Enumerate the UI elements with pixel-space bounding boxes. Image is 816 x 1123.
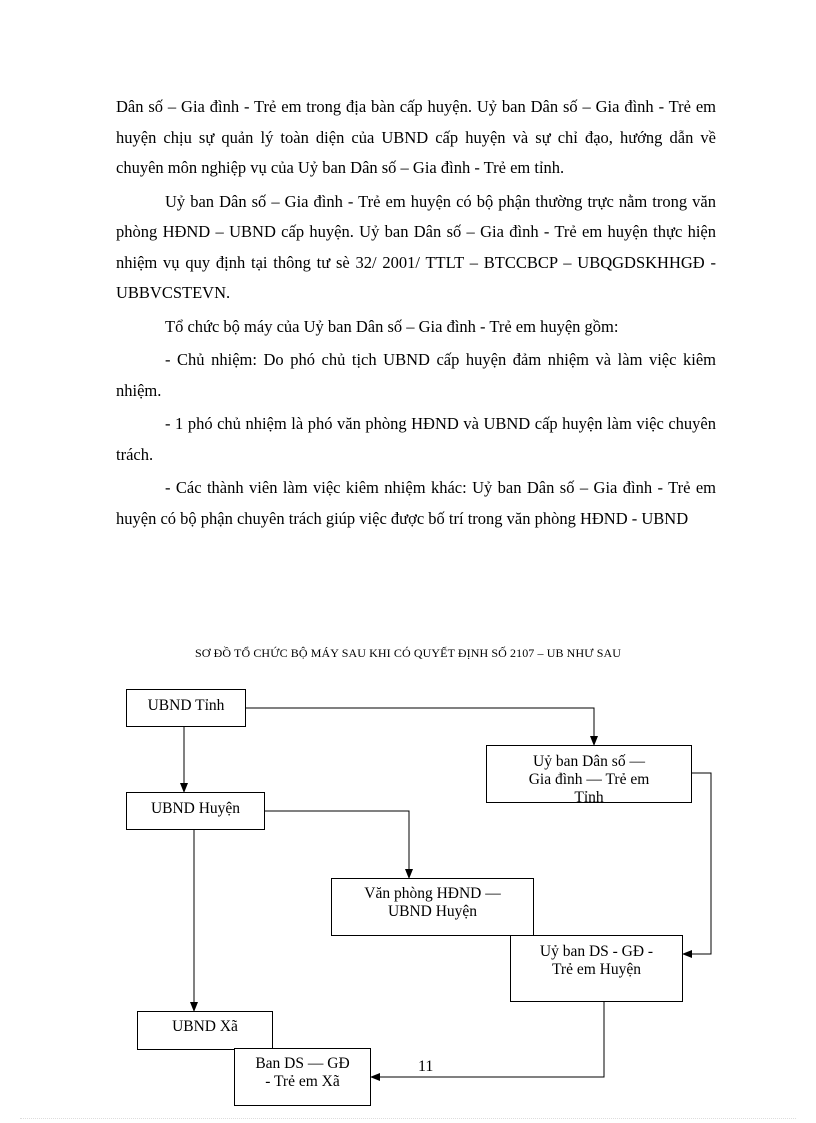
box-ubnd-tinh-label: UBND Tỉnh: [147, 697, 225, 714]
box-vanphong-line-2: UBND Huyện: [387, 903, 478, 920]
box-vanphong: [331, 878, 534, 936]
box-uyban-tinh-line-2: Gia đình — Trẻ em: [528, 771, 650, 788]
box-ban-xa-line-1: Ban DS — GĐ: [255, 1055, 350, 1072]
box-uyban-huyen-line-1: Uỷ ban DS - GĐ -: [539, 943, 654, 960]
box-uyban-tinh: [486, 745, 692, 803]
paragraph-4: - Chủ nhiệm: Do phó chủ tịch UBND cấp huyện đảm nhiệm và làm việc kiêm nhiệm.: [116, 350, 716, 400]
paragraph-5: - 1 phó chủ nhiệm là phó văn phòng HĐND và UBND cấp huyện làm việc chuyên trách.: [116, 414, 716, 464]
diagram-title: SƠ ĐỒ TỔ CHỨC BỘ MÁY SAU KHI CÓ QUYẾT ĐỊNH SỐ 2107 – UB NHƯ SAU: [194, 646, 622, 660]
arrow-huyen-to-vanphong: [265, 811, 409, 878]
box-uyban-tinh-line-1: Uỷ ban Dân số —: [533, 753, 645, 770]
box-ubnd-xa: [137, 1011, 273, 1050]
box-ubnd-tinh: [126, 689, 246, 727]
paragraph-6: - Các thành viên làm việc kiêm nhiệm khác: Uỷ ban Dân số – Gia đình - Trẻ em huyện có bộ phận chuyên trách giúp việc được bố trí trong văn phòng HĐND - UBND: [116, 478, 716, 528]
box-ban-xa-line-2: - Trẻ em Xã: [265, 1073, 340, 1090]
paragraph-1: Dân số – Gia đình - Trẻ em trong địa bàn cấp huyện. Uỷ ban Dân số – Gia đình - Trẻ em huyện chịu sự quản lý toàn diện của UBND cấp huyện và sự chỉ đạo, hướng dẫn về chuyên môn nghiệp vụ của Uỷ ban Dân số – Gia đình - Trẻ em tỉnh.: [116, 97, 716, 177]
box-vanphong-line-1: Văn phòng HĐND —: [364, 885, 501, 902]
box-uyban-tinh-line-3: Tỉnh: [574, 789, 604, 803]
box-uyban-huyen-line-2: Trẻ em Huyện: [552, 961, 641, 978]
box-ubnd-huyen: [126, 792, 265, 830]
arrow-tinh-to-uyban-tinh: [246, 708, 594, 745]
paragraph-3: Tổ chức bộ máy của Uỷ ban Dân số – Gia đình - Trẻ em huyện gồm:: [165, 316, 619, 336]
box-ban-xa: [234, 1048, 371, 1106]
bottom-divider: [20, 1118, 796, 1119]
arrow-uyban-huyen-to-ban-xa: [371, 1002, 604, 1077]
paragraph-2: Uỷ ban Dân số – Gia đình - Trẻ em huyện có bộ phận thường trực nằm trong văn phòng HĐND – UBND cấp huyện. Uỷ ban Dân số – Gia đình - Trẻ em huyện thực hiện nhiệm vụ quy định tại thông tư sè 32/ 2001/ TTLT – BTCCBCP – UBQGDSKHHGĐ - UBBVCSTEVN.: [116, 191, 716, 302]
box-ubnd-huyen-label: UBND Huyện: [150, 800, 241, 817]
box-uyban-huyen: [510, 935, 683, 1002]
page-number: 11: [418, 1058, 434, 1075]
box-ubnd-xa-label: UBND Xã: [172, 1018, 238, 1035]
